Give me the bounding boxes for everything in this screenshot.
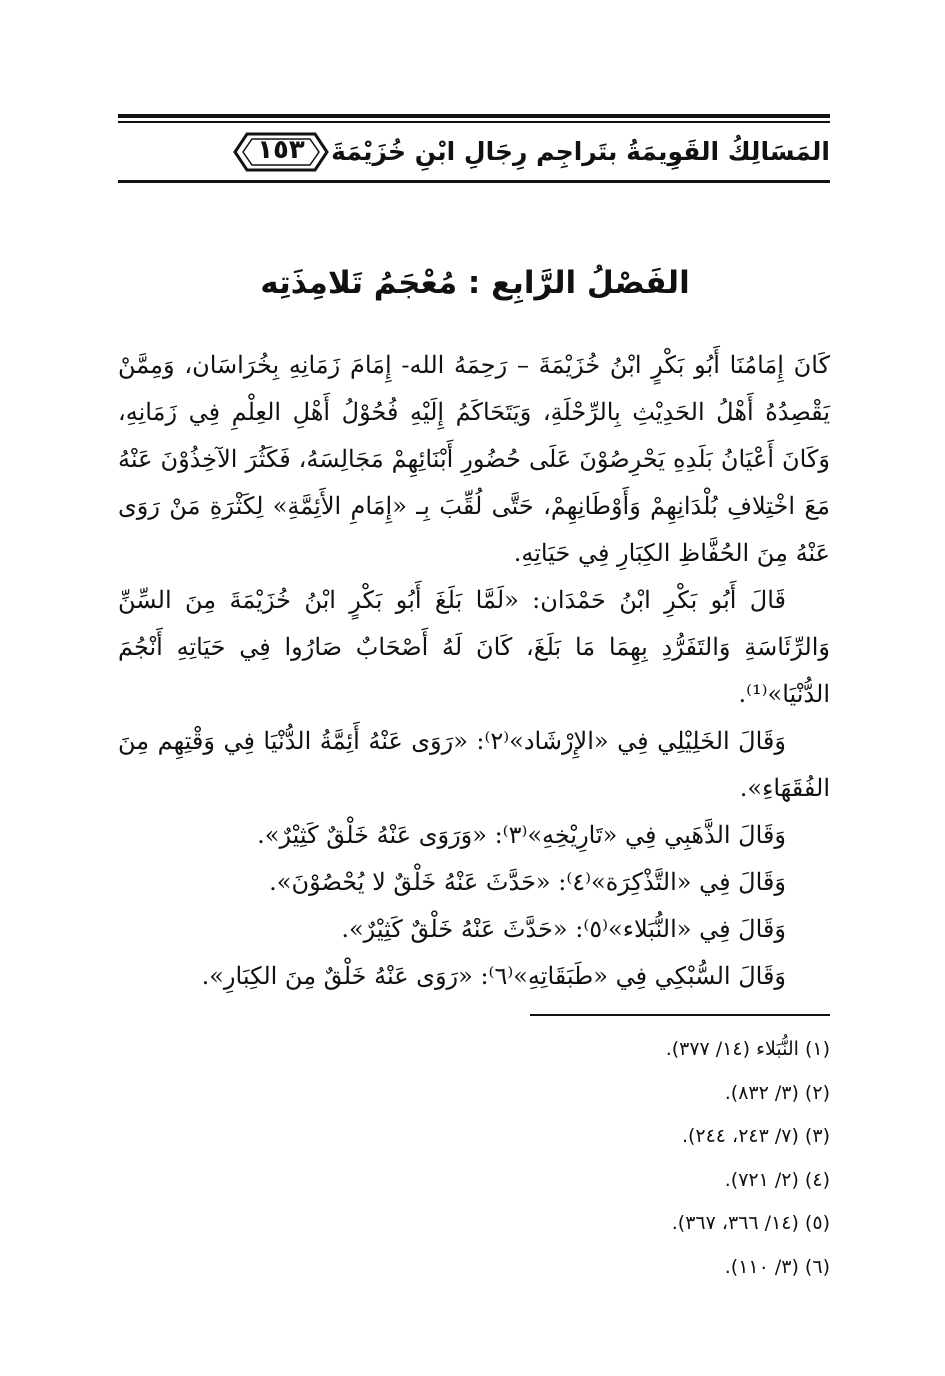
chapter-title: الفَصْلُ الرَّابِع : مُعْجَمُ تَلامِذَتِه: [260, 265, 690, 301]
footnote: (٢) (٣/ ٨٣٢).: [724, 1081, 830, 1104]
footnotes: [430, 1028, 830, 1289]
footnote-separator: [530, 1014, 830, 1016]
quote-line: وَقَالَ فِي «التَّذْكِرَة»⁽٤⁾: «حَدَّثَ عَنْهُ خَلْقٌ لا يُحْصُوْنَ».: [269, 868, 786, 896]
quote-line: وَقَالَ السُّبْكِي فِي «طَبَقَاتِهِ»⁽٦⁾: «رَوَى عَنْهُ خَلْقٌ مِنَ الكِبَارِ».: [201, 962, 786, 990]
footnote: (٥) (١٤/ ٣٦٦، ٣٦٧).: [671, 1212, 830, 1234]
header-rule-top: [118, 114, 830, 118]
quote-line: وَقَالَ فِي «النُّبَلاء»⁽٥⁾: «حَدَّثَ عَنْهُ خَلْقٌ كَثِيْرٌ».: [341, 915, 786, 943]
running-title: المَسَالِكُ القَوِيمَةُ بتَراجِم رِجَالِ ابْنِ خُزَيْمَةَ: [331, 137, 830, 166]
header-rule-bottom: [118, 180, 830, 183]
body-text: [118, 342, 830, 1000]
quote-line: وَقَالَ الذَّهَبِي فِي «تَارِيْخِهِ»⁽٣⁾: «وَرَوَى عَنْهُ خَلْقٌ كَثِيْرٌ».: [257, 821, 786, 849]
footnote: (٣) (٧/ ٢٤٣، ٢٤٤).: [681, 1125, 830, 1147]
header-rule-top-thin: [118, 121, 830, 123]
paragraph: قَالَ أَبُو بَكْرِ ابْنُ حَمْدَان: «لَمَّا بَلَغَ أَبُو بَكْرٍ ابْنُ خُزَيْمَةَ مِنَ السِّنِّ وَالرِّئَاسَةِ وَالتَفَرُّدِ بِهِمَا مَا بَلَغَ، كَانَ لَهُ أَصْحَابٌ صَارُوا فِي حَيَاتِهِ أَنْجُمَ الدُّنْيَا»⁽¹⁾.: [118, 586, 831, 708]
footnote: (١) النُّبَلاء (١٤/ ٣٧٧).: [665, 1038, 830, 1060]
page-number-badge: [233, 131, 329, 173]
page-number: ١٥٣: [257, 135, 305, 165]
footnote: (٦) (٣/ ١١٠).: [724, 1255, 830, 1278]
quote-line: وَقَالَ الخَلِيْلِي فِي «الإِرْشَاد»⁽٢⁾: «رَوَى عَنْهُ أَئِمَّةُ الدُّنْيَا فِي وَقْتِهِم مِنَ الفُقَهَاءِ».: [118, 727, 830, 802]
footnote: (٤) (٢/ ٧٢١).: [724, 1168, 830, 1191]
paragraph: كَانَ إِمَامُنَا أَبُو بَكْرٍ ابْنُ خُزَيْمَةَ – رَحِمَهُ الله- إِمَامَ زَمَانِهِ بِخُرَاسَان، وَمِمَّنْ يَقْصِدُهُ أَهْلُ الحَدِيْثِ بِالرِّحْلَةِ، وَيَتَحَاكَمُ إِلَيْهِ فُحُوْلُ أَهْلِ العِلْمِ فِي زَمَانِهِ، وَكَانَ أَعْيَانُ بَلَدِهِ يَحْرِصُوْنَ عَلَى حُضُورِ أَبْنَائِهِمْ مَجَالِسَهُ، فَكَثُرَ الآخِذُوْنَ عَنْهُ مَعَ اخْتِلافِ بُلْدَانِهِمْ وَأَوْطَانِهِمْ، حَتَّى لُقِّبَ بِـ «إِمَامِ الأَئِمَّةِ» لِكَثْرَةِ مَنْ رَوَى عَنْهُ مِنَ الحُفَّاظِ الكِبَارِ فِي حَيَاتِهِ.: [118, 351, 830, 567]
